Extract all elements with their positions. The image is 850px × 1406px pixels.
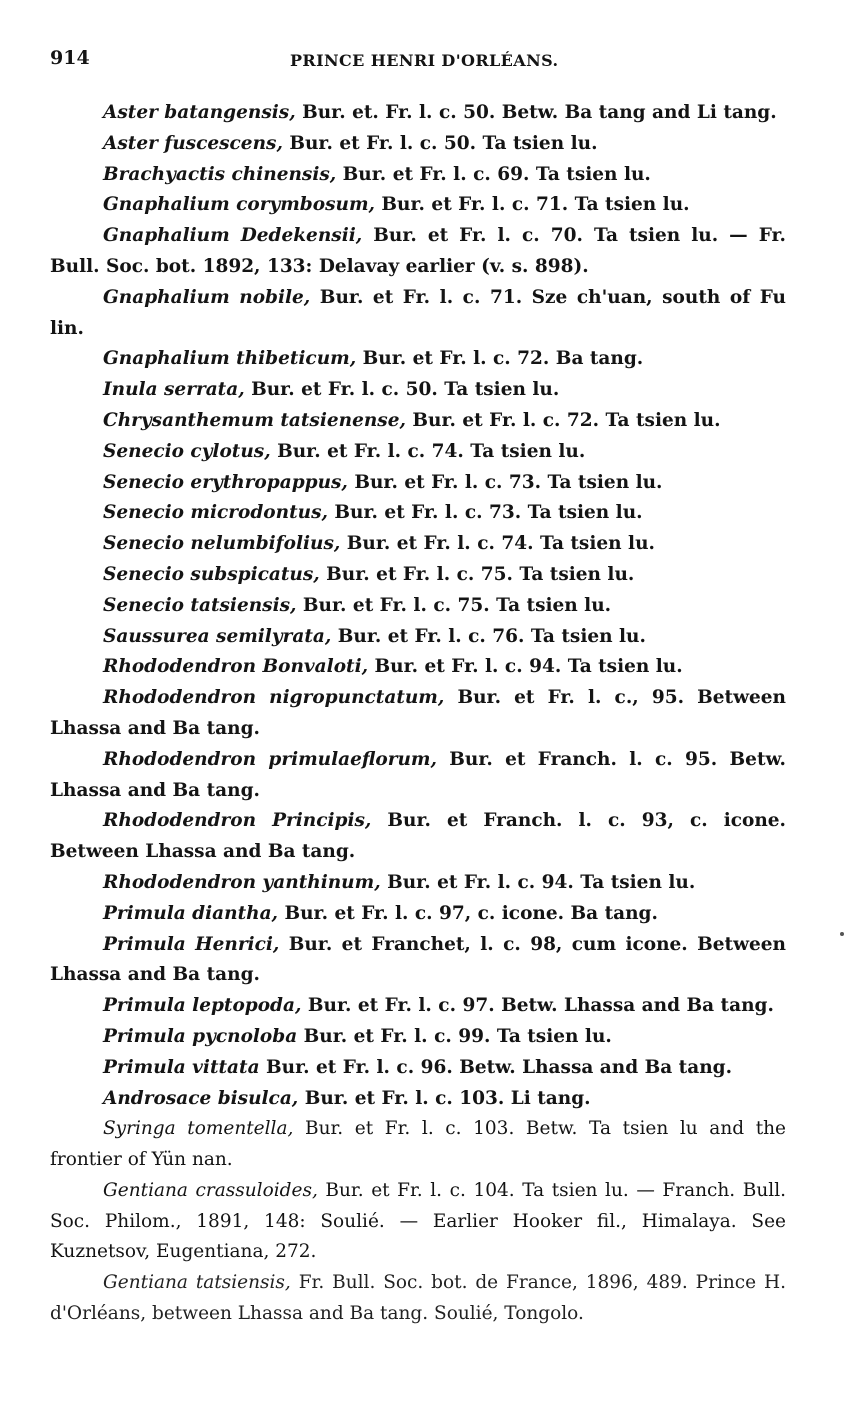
species-name: Androsace bisulca, (103, 1087, 299, 1109)
list-item (50, 190, 786, 221)
species-name: Senecio subspicatus, (103, 563, 320, 585)
list-item (50, 498, 786, 529)
species-name: Primula pycnoloba (103, 1025, 298, 1047)
list-item (50, 1022, 786, 1053)
species-name: Senecio erythropappus, (103, 471, 348, 493)
entry-text: Bur. et Franch. l. c. 95. Betw. Lhassa and Ba tang. (50, 748, 786, 801)
entry-text: Bur. et Fr. l. c. 97, c. icone. Ba tang. (278, 902, 658, 924)
list-item (50, 375, 786, 406)
entry-text: Bur. et Fr. l. c. 72. Ba tang. (356, 348, 644, 370)
entry-text: Bur. et Fr. l. c. 71. Sze ch'uan, south of Fu lin. (50, 286, 787, 339)
entry-text: Bur. et Fr. l. c. 71. Ta tsien lu. (374, 194, 690, 216)
list-item (50, 129, 786, 160)
list-item (50, 406, 786, 437)
species-name: Gnaphalium nobile, (103, 286, 311, 308)
species-name: Primula diantha, (103, 902, 278, 924)
entry-text: Bur. et Fr. l. c. 76. Ta tsien lu. (331, 625, 646, 647)
species-name: Primula leptopoda, (103, 995, 302, 1017)
species-name: Senecio microdontus, (103, 502, 328, 524)
running-head: PRINCE HENRI D'ORLÉANS. (290, 51, 559, 70)
entry-text: Bur. et Fr. l. c. 99. Ta tsien lu. (297, 1025, 612, 1047)
list-item (50, 806, 786, 868)
list-item (50, 622, 786, 653)
species-name: Gnaphalium corymbosum, (103, 194, 375, 216)
entry-text: Bur. et Fr. l. c., 95. Between Lhassa and Ba tang. (50, 687, 786, 739)
list-item (50, 991, 786, 1022)
entry-text: Bur. et Fr. l. c. 72. Ta tsien lu. (405, 409, 721, 431)
species-name: Saussurea semilyrata, (103, 625, 332, 647)
entry-text: Bur. et Fr. l. c. 94. Ta tsien lu. (368, 656, 683, 678)
species-name: Rhododendron Principis, (103, 810, 372, 832)
scan-speck (840, 932, 844, 936)
list-item (50, 1053, 786, 1084)
species-name: Gnaphalium Dedekensii, (103, 225, 363, 247)
species-name: Brachyactis chinensis, (103, 163, 337, 185)
species-name: Senecio tatsiensis, (103, 594, 297, 616)
list-item (50, 1176, 786, 1268)
entry-text: Fr. Bull. Soc. bot. de France, 1896, 489. Prince H. d'Orléans, between Lhassa and Ba tang. Soulié, Tongolo. (50, 1272, 786, 1325)
entry-text: Bur. et Fr. l. c. 69. Ta tsien lu. (336, 163, 651, 185)
list-item (50, 437, 786, 468)
entry-text: Bur. et Fr. l. c. 70. Ta tsien lu. — Fr. Bull. Soc. bot. 1892, 133: Delavay earlier (v. s. 898). (50, 225, 786, 277)
species-list (50, 98, 786, 1330)
species-name: Senecio cylotus, (103, 440, 271, 462)
list-item (50, 745, 786, 807)
species-name: Gentiana crassuloides, (103, 1179, 318, 1201)
entry-text: Bur. et Fr. l. c. 75. Ta tsien lu. (296, 594, 612, 616)
species-name: Rhododendron primulaeflorum, (103, 748, 437, 770)
species-name: Aster batangensis, (103, 102, 296, 123)
list-item (50, 683, 786, 745)
species-name: Gentiana tatsiensis, (103, 1272, 291, 1294)
entry-text: Bur. et Fr. l. c. 73. Ta tsien lu. (327, 502, 643, 524)
list-item (50, 899, 786, 930)
list-item (50, 652, 786, 683)
list-item (50, 221, 786, 283)
list-item (50, 283, 786, 345)
list-item (50, 98, 786, 129)
species-name: Rhododendron Bonvaloti, (103, 656, 369, 678)
page-number: 914 (50, 47, 90, 69)
entry-text: Bur. et Fr. l. c. 50. Ta tsien lu. (244, 379, 560, 401)
list-item (50, 868, 786, 899)
entry-text: Bur. et Fr. l. c. 103. Li tang. (298, 1087, 591, 1109)
species-name: Rhododendron yanthinum, (103, 871, 381, 893)
entry-text: Bur. et Franchet, l. c. 98, cum icone. Between Lhassa and Ba tang. (50, 933, 786, 986)
list-item (50, 591, 786, 622)
species-name: Chrysanthemum tatsienense, (103, 409, 406, 431)
species-name: Gnaphalium thibeticum, (103, 348, 357, 370)
entry-text: Bur. et Fr. l. c. 75. Ta tsien lu. (319, 563, 635, 585)
entry-text: Bur. et Fr. l. c. 94. Ta tsien lu. (380, 871, 696, 893)
entry-text: Bur. et Fr. l. c. 73. Ta tsien lu. (347, 471, 663, 493)
entry-text: Bur. et Fr. l. c. 74. Ta tsien lu. (340, 533, 655, 555)
entry-text: Bur. et Fr. l. c. 74. Ta tsien lu. (270, 440, 586, 462)
list-item (50, 529, 786, 560)
entry-text: Bur. et Fr. l. c. 103. Betw. Ta tsien lu and the frontier of Yün nan. (50, 1118, 786, 1171)
list-item (50, 468, 786, 499)
entry-text: Bur. et. Fr. l. c. 50. Betw. Ba tang and Li tang. (295, 102, 777, 123)
entry-text: Bur. et Fr. l. c. 96. Betw. Lhassa and Ba tang. (259, 1056, 733, 1078)
list-item (50, 160, 786, 191)
entry-text: Bur. et Franch. l. c. 93, c. icone. Between Lhassa and Ba tang. (50, 810, 786, 863)
list-item (50, 560, 786, 591)
species-name: Primula vittata (103, 1056, 260, 1078)
species-name: Aster fuscescens, (103, 132, 283, 154)
list-item (50, 1084, 786, 1115)
entry-text: Bur. et Fr. l. c. 50. Ta tsien lu. (282, 132, 598, 154)
entry-text: Bur. et Fr. l. c. 104. Ta tsien lu. — Franch. Bull. Soc. Philom., 1891, 148: Soulié. — Earlier Hooker fil., Himalaya. See Kuznetsov, Eugentiana, 272. (50, 1179, 786, 1263)
species-name: Inula serrata, (103, 379, 245, 401)
list-item (50, 930, 786, 992)
list-item (50, 344, 786, 375)
species-name: Rhododendron nigropunctatum, (103, 687, 445, 709)
species-name: Syringa tomentella, (103, 1118, 294, 1140)
entry-text: Bur. et Fr. l. c. 97. Betw. Lhassa and Ba tang. (301, 995, 774, 1017)
list-item (50, 1114, 786, 1176)
species-name: Senecio nelumbifolius, (103, 533, 341, 555)
list-item (50, 1268, 786, 1330)
species-name: Primula Henrici, (103, 933, 280, 955)
